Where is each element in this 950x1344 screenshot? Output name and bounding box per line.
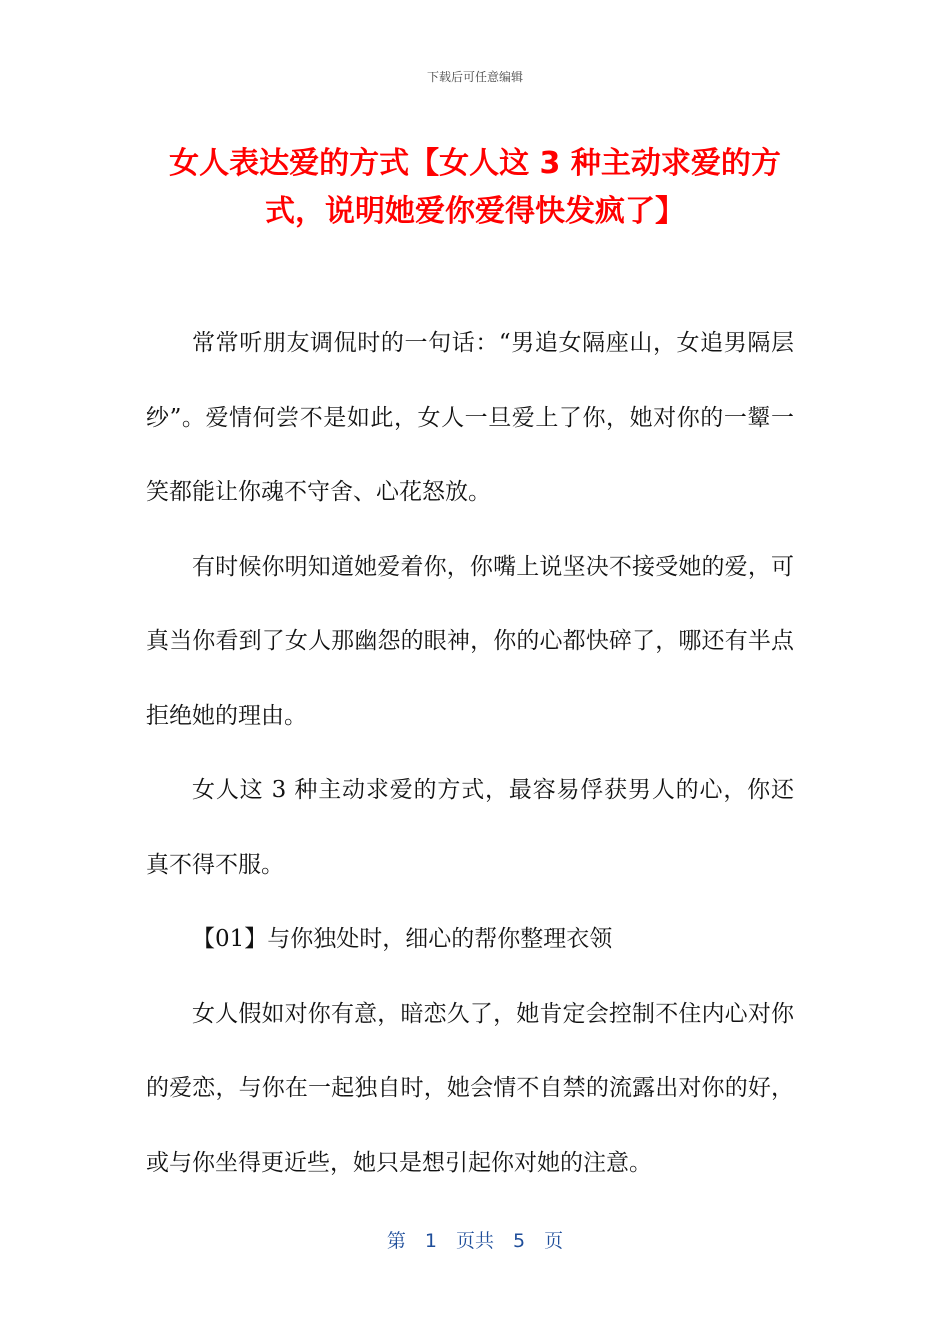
document-body	[146, 306, 794, 1200]
paragraph: 有时候你明知道她爱着你，你嘴上说坚决不接受她的爱，可真当你看到了女人那幽怨的眼神，你的心都快碎了，哪还有半点拒绝她的理由。	[146, 553, 794, 729]
paragraph: 女人假如对你有意，暗恋久了，她肯定会控制不住内心对你的爱恋，与你在一起独自时，她会情不自禁的流露出对你的好，或与你坐得更近些，她只是想引起你对她的注意。	[146, 1000, 794, 1176]
page-number: 第 1 页共 5 页	[386, 1230, 564, 1252]
page-header-note: 下载后可任意编辑	[426, 70, 523, 84]
paragraph: 女人这 3 种主动求爱的方式，最容易俘获男人的心，你还真不得不服。	[146, 777, 794, 878]
document-title: 女人表达爱的方式【女人这 3 种主动求爱的方式，说明她爱你爱得快发疯了】	[169, 146, 781, 229]
paragraph: 常常听朋友调侃时的一句话：“男追女隔座山，女追男隔层纱”。爱情何尝不是如此，女人一旦爱上了你，她对你的一颦一笑都能让你魂不守舍、心花怒放。	[146, 330, 794, 505]
section-heading: 【01】与你独处时，细心的帮你整理衣领	[192, 926, 613, 952]
